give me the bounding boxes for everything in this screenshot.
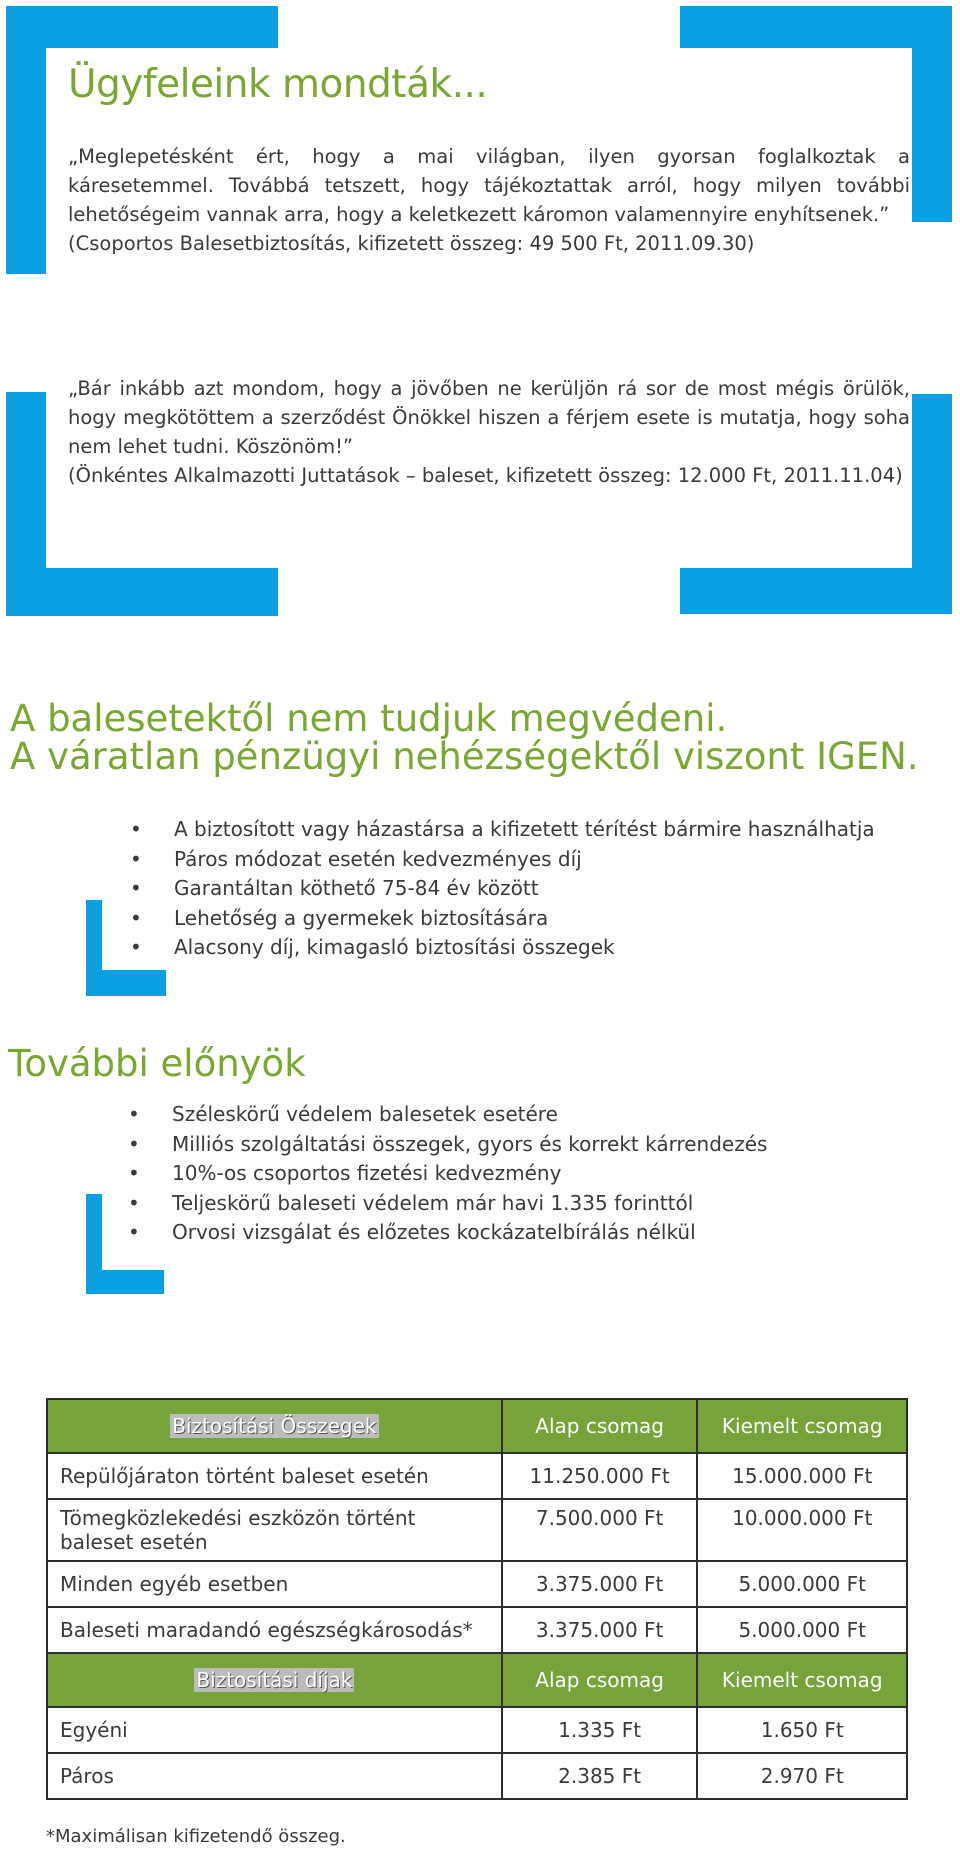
sums-header-row <box>47 1399 907 1453</box>
bracket-top-right-v <box>912 6 952 222</box>
bracket-top-left-v <box>6 6 46 274</box>
row-premium: 1.650 Ft <box>697 1707 907 1753</box>
fees-header-cell <box>47 1653 502 1707</box>
row-label: Tömegközlekedési eszközön történt baleset esetén <box>47 1499 502 1561</box>
row-premium: 5.000.000 Ft <box>697 1561 907 1607</box>
row-basic: 2.385 Ft <box>502 1753 698 1799</box>
list-item: • Orvosi vizsgálat és előzetes kockázatelbírálás nélkül <box>128 1218 767 1248</box>
row-premium: 5.000.000 Ft <box>697 1607 907 1653</box>
list-item: • Teljeskörű baleseti védelem már havi 1.335 forinttól <box>128 1189 767 1219</box>
testimonials-title: Ügyfeleink mondták... <box>68 62 488 107</box>
footnote: *Maximálisan kifizetendő összeg. <box>46 1826 346 1847</box>
row-basic: 1.335 Ft <box>502 1707 698 1753</box>
list-item: • 10%-os csoportos fizetési kedvezmény <box>128 1159 767 1189</box>
slogan <box>10 697 919 778</box>
fees-header-row <box>47 1653 907 1707</box>
list-item: • Lehetőség a gyermekek biztosítására <box>130 904 875 934</box>
list-item: • Alacsony díj, kimagasló biztosítási összegek <box>130 933 875 963</box>
slogan-line-1: A balesetektől nem tudjuk megvédeni. <box>10 697 728 740</box>
row-basic: 7.500.000 Ft <box>502 1499 698 1561</box>
row-label: Baleseti maradandó egészségkárosodás* <box>47 1607 502 1653</box>
row-label: Repülőjáraton történt baleset esetén <box>47 1453 502 1499</box>
table-row <box>47 1561 907 1607</box>
sums-header: Biztosítási Összegek <box>172 1414 377 1438</box>
col-premium-header: Kiemelt csomag <box>697 1653 907 1707</box>
bracket-bottom-right-h <box>680 568 952 614</box>
row-basic: 3.375.000 Ft <box>502 1561 698 1607</box>
row-basic: 11.250.000 Ft <box>502 1453 698 1499</box>
row-premium: 10.000.000 Ft <box>697 1499 907 1561</box>
bracket-bottom-left-h <box>6 568 278 616</box>
row-basic: 3.375.000 Ft <box>502 1607 698 1653</box>
table-row <box>47 1453 907 1499</box>
table-row <box>47 1607 907 1653</box>
table-row <box>47 1707 907 1753</box>
benefits-list-1 <box>130 815 875 963</box>
benefits-2-title: További előnyök <box>8 1042 306 1085</box>
bracket-list2-h <box>86 1270 164 1294</box>
bracket-list1-h <box>86 970 166 996</box>
quote-1-text: „Meglepetésként ért, hogy a mai világban, ilyen gyorsan foglalkoztak a káresetemmel. Továbbá tetszett, hogy tájékoztattak arról, hogy milyen további lehetőségeim vannak arra, hogy a keletkezett káromon valamennyire enyhítsenek.” <box>68 145 910 226</box>
row-label: Minden egyéb esetben <box>47 1561 502 1607</box>
row-label: Egyéni <box>47 1707 502 1753</box>
sums-header-cell <box>47 1399 502 1453</box>
table-row <box>47 1753 907 1799</box>
bracket-top-left-h <box>6 6 278 48</box>
col-basic-header: Alap csomag <box>502 1653 698 1707</box>
quote-2-source: (Önkéntes Alkalmazotti Juttatások – baleset, kifizetett összeg: 12.000 Ft, 2011.11.04) <box>68 464 903 487</box>
list-item: • Milliós szolgáltatási összegek, gyors és korrekt kárrendezés <box>128 1130 767 1160</box>
row-premium: 15.000.000 Ft <box>697 1453 907 1499</box>
fees-header: Biztosítási díjak <box>196 1668 353 1692</box>
row-label: Páros <box>47 1753 502 1799</box>
slogan-line-2: A váratlan pénzügyi nehézségektől viszont IGEN. <box>10 735 919 778</box>
list-item: • A biztosított vagy házastársa a kifizetett térítést bármire használhatja <box>130 815 875 845</box>
table-row <box>47 1499 907 1561</box>
insurance-table <box>46 1398 908 1800</box>
list-item: • Páros módozat esetén kedvezményes díj <box>130 845 875 875</box>
col-basic-header: Alap csomag <box>502 1399 698 1453</box>
row-premium: 2.970 Ft <box>697 1753 907 1799</box>
list-item: • Garantáltan köthető 75-84 év között <box>130 874 875 904</box>
testimonial-quote-1 <box>68 142 910 258</box>
col-premium-header: Kiemelt csomag <box>697 1399 907 1453</box>
testimonial-quote-2 <box>68 374 910 490</box>
benefits-list-2 <box>128 1100 767 1248</box>
list-item: • Széleskörű védelem balesetek esetére <box>128 1100 767 1130</box>
quote-1-source: (Csoportos Balesetbiztosítás, kifizetett összeg: 49 500 Ft, 2011.09.30) <box>68 232 755 255</box>
quote-2-text: „Bár inkább azt mondom, hogy a jövőben ne kerüljön rá sor de most mégis örülök, hogy megkötöttem a szerződést Önökkel hiszen a férjem esete is mutatja, hogy soha nem lehet tudni. Köszönöm!” <box>68 377 910 458</box>
